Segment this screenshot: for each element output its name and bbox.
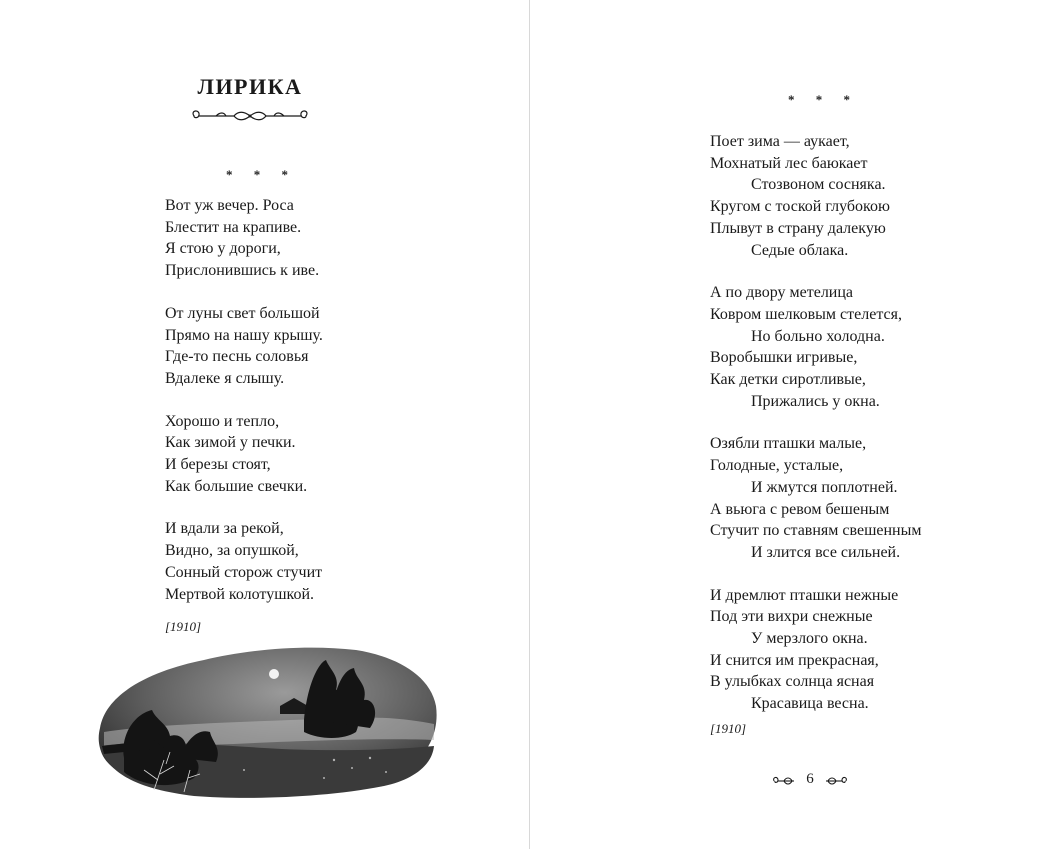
poem-line: Воробышки игривые, [710,349,858,367]
page-number: 6 [806,771,814,787]
folio-ornament-left-icon [770,775,796,787]
stanza [165,195,323,282]
poem-line: Ковром шелковым стелется, [710,305,902,323]
poem-line: В улыбках солнца ясная [710,673,875,691]
poem-date: [1910] [710,721,747,736]
poem-line: И злится все сильней. [751,543,901,561]
stanza [710,585,921,715]
poem-line: У мерзлого окна. [751,630,868,648]
poem-line: Блестит на крапиве. [165,218,302,236]
poem-line: Хорошо и тепло, [165,412,280,430]
poem-line: Мертвой колотушкой. [165,585,315,603]
poem-left [165,195,323,626]
section-title: ЛИРИКА [197,74,303,99]
poem-line: И березы стоят, [165,456,271,474]
poem-line: А по двору метелица [710,284,854,302]
poem-line: Прямо на нашу крышу. [165,326,323,344]
poem-line: Красавица весна. [751,695,869,713]
poem-line: Как большие свечки. [165,477,308,495]
poem-line: И дремлют пташки нежные [710,586,899,604]
poem-line: Под эти вихри снежные [710,608,873,626]
poem-line: Прислонившись к иве. [165,262,320,280]
poem-line: Мохнатый лес баюкает [710,154,868,172]
folio-ornament-right-icon [824,775,850,787]
poem-line: Я стою у дороги, [165,240,281,258]
poem-line: Голодные, усталые, [710,457,844,475]
poem-line: Кругом с тоской глубокою [710,198,890,216]
poem-line: Седые облака. [751,241,849,259]
poem-line: Как детки сиротливые, [710,371,866,389]
poem-line: Но больно холодна. [751,327,885,345]
poem-line: Где-то песнь соловья [165,348,309,366]
poem-line: Озябли пташки малые, [710,435,867,453]
poem-line: И вдали за рекой, [165,520,284,538]
title-ornament-icon [186,106,314,126]
poem-line: Вдалеке я слышу. [165,369,285,387]
stanza [710,433,921,563]
left-page [0,0,529,849]
stanza [710,131,921,261]
poem-line: Плывут в страну далекую [710,219,886,237]
poem-line: Вот уж вечер. Роса [165,197,294,214]
page-number-folio [768,769,852,793]
poem-line: Стозвоном сосняка. [751,176,886,194]
poem-line: Стучит по ставням свешенным [710,522,922,540]
poem-line: От луны свет большой [165,304,320,322]
poem-line: А вьюга с ревом бешеным [710,500,890,518]
stanza-separator-stars: * * * [788,92,859,107]
poem-line: Как зимой у печки. [165,434,296,452]
stanza [710,282,921,412]
stanza-separator-stars: * * * [226,167,297,182]
stanza [165,411,323,498]
poem-date: [1910] [165,619,202,634]
poem-line: Сонный сторож стучит [165,563,323,581]
poem-line: Поет зима — аукает, [710,133,850,150]
poem-right [710,131,921,736]
stanza [165,303,323,390]
right-page [530,0,1059,849]
night-landscape-illustration [94,640,440,802]
poem-line: И жмутся поплотней. [751,478,898,496]
poem-line: И снится им прекрасная, [710,651,879,669]
poem-line: Прижались у окна. [751,392,880,410]
poem-line: Видно, за опушкой, [165,542,299,560]
stanza [165,518,323,605]
